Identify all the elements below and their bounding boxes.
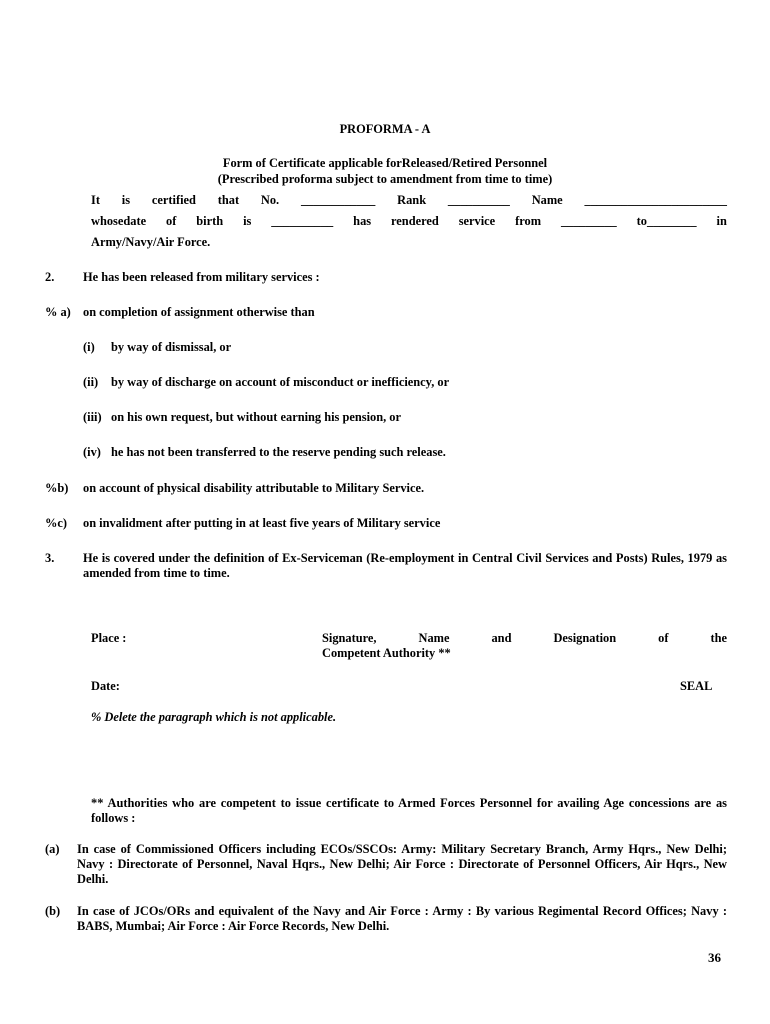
to-blank: to________ — [636, 214, 697, 228]
seal-label: SEAL — [680, 679, 713, 693]
name-blank: _______________________ — [584, 193, 727, 207]
authority-a-text: In case of Commissioned Officers including ECOs/SSCOs: Army: Military Secretary Branch, Army Hqrs., New Delhi; Navy : Directorate of Personnel, Naval Hqrs., New Delhi; Air Force : Directorate of Personnel Officers, Air Hqrs., New Delhi. — [77, 842, 727, 886]
date-label: Date: — [91, 679, 120, 693]
sub-item-text: he has not been transferred to the reserve pending such release. — [111, 445, 446, 459]
option-c-text: on invalidment after putting in at least five years of Military service — [83, 516, 441, 530]
authority-b-text: In case of JCOs/ORs and equivalent of the Navy and Air Force : Army : By various Regimental Record Offices; Navy : BABS, Mumbai; Air Force : Air Force Records, New Delhi. — [77, 904, 727, 933]
page-title: PROFORMA - A — [339, 122, 431, 136]
authorities-intro: ** Authorities who are competent to issue certificate to Armed Forces Personnel for availing Age concessions are as follows : — [91, 796, 727, 825]
sub-item-label: (iv) — [83, 445, 101, 459]
word: whosedate — [91, 214, 147, 228]
word: has — [353, 214, 372, 228]
word: Designation — [553, 631, 617, 645]
option-b-label: %b) — [45, 481, 69, 495]
page-number: 36 — [708, 950, 721, 965]
authority-b-label: (b) — [45, 904, 61, 918]
word: birth — [196, 214, 224, 228]
word: the — [710, 631, 727, 645]
sub-item-label: (iii) — [83, 410, 102, 424]
competent-authority: Competent Authority ** — [322, 646, 451, 660]
form-subtitle-note: (Prescribed proforma subject to amendment from time to time) — [217, 172, 553, 186]
word: Signature, — [322, 631, 377, 645]
para-3-number: 3. — [45, 551, 55, 565]
sub-item-label: (i) — [83, 340, 95, 354]
word: in — [716, 214, 727, 228]
para-2-text: He has been released from military services : — [83, 270, 320, 284]
para-2-number: 2. — [45, 270, 55, 284]
certificate-line-2 — [91, 214, 727, 229]
sub-item-text: by way of dismissal, or — [111, 340, 232, 354]
from-blank: _________ — [560, 214, 617, 228]
option-a-text: on completion of assignment otherwise than — [83, 305, 315, 319]
sub-item-text: by way of discharge on account of misconduct or inefficiency, or — [111, 375, 450, 389]
word: is — [121, 193, 131, 207]
word: that — [217, 193, 240, 207]
word: of — [658, 631, 669, 645]
option-b-text: on account of physical disability attributable to Military Service. — [83, 481, 425, 495]
number-blank: ____________ — [300, 193, 376, 207]
word: service — [458, 214, 496, 228]
dob-blank: __________ — [271, 214, 334, 228]
word: is — [243, 214, 252, 228]
signature-line — [322, 631, 727, 646]
place-label: Place : — [91, 631, 127, 645]
option-a-label: % a) — [45, 305, 71, 319]
authority-a-label: (a) — [45, 842, 60, 856]
option-c-label: %c) — [45, 516, 68, 530]
word: No. — [260, 193, 280, 207]
delete-note: % Delete the paragraph which is not applicable. — [91, 710, 337, 724]
word: It — [91, 193, 100, 207]
rank-blank: __________ — [447, 193, 510, 207]
word: Rank — [397, 193, 427, 207]
form-subtitle: Form of Certificate applicable forReleased/Retired Personnel — [222, 156, 548, 170]
word: Name — [531, 193, 563, 207]
sub-item-text: on his own request, but without earning his pension, or — [111, 410, 401, 424]
word: Name — [418, 631, 450, 645]
word: from — [515, 214, 542, 228]
word: of — [166, 214, 177, 228]
certificate-line-1 — [91, 193, 727, 208]
para-3-text: He is covered under the definition of Ex-Serviceman (Re-employment in Central Civil Services and Posts) Rules, 1979 as amended from time to time. — [83, 551, 727, 580]
word: and — [491, 631, 512, 645]
sub-item-label: (ii) — [83, 375, 99, 389]
word: rendered — [391, 214, 439, 228]
certificate-line-3: Army/Navy/Air Force. — [91, 235, 211, 249]
word: certified — [151, 193, 196, 207]
